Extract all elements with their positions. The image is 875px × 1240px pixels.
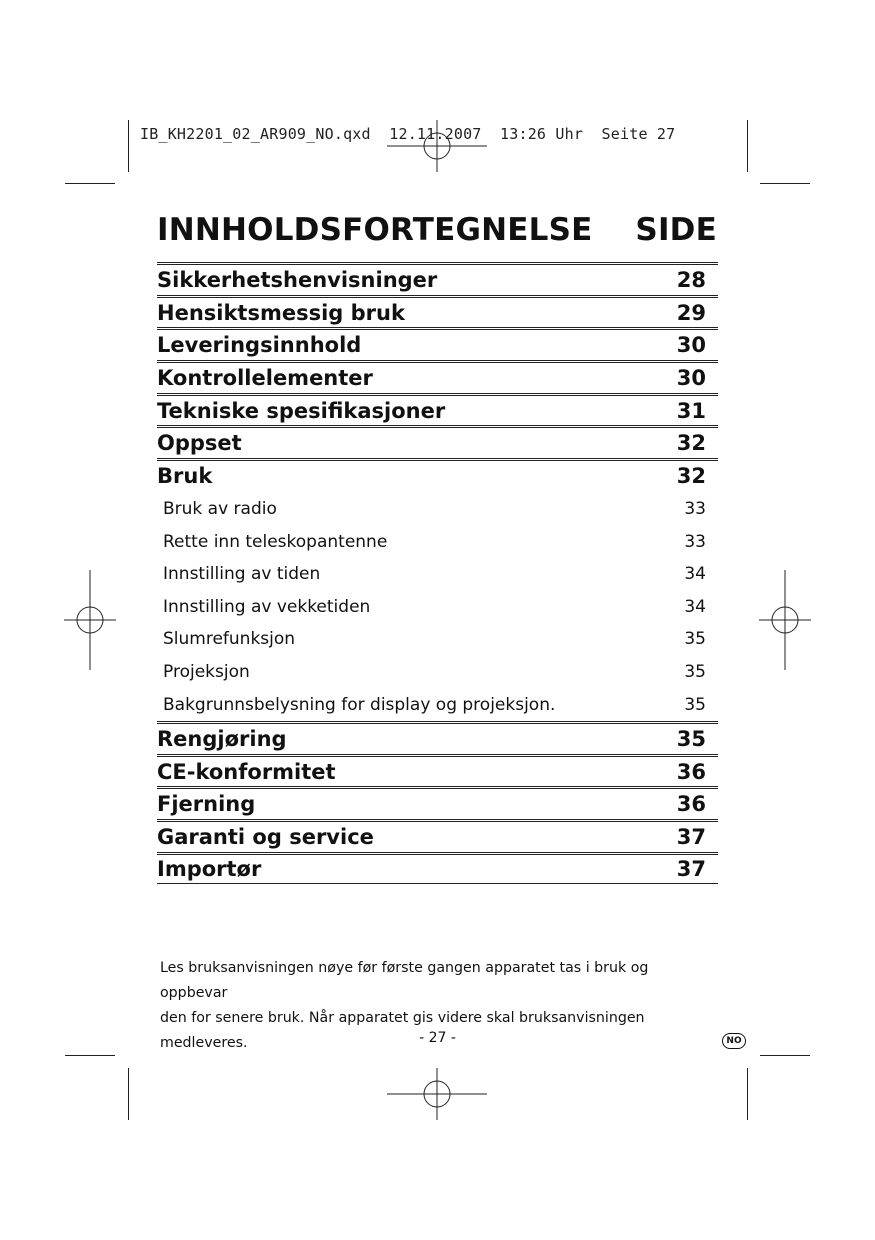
toc-entry-label: Leveringsinnhold [157, 333, 362, 358]
toc-sub-entry[interactable] [157, 558, 718, 591]
toc-entry-label: Kontrollelementer [157, 365, 373, 390]
toc-sub-entry-label: Innstilling av vekketiden [163, 596, 371, 617]
toc-entry[interactable] [157, 360, 718, 393]
toc-entry-page: 37 [676, 857, 706, 882]
page-number: - 27 - [419, 1030, 456, 1046]
crop-mark [747, 1068, 748, 1120]
toc-entry-label: Sikkerhetshenvisninger [157, 267, 438, 292]
toc-entry[interactable] [157, 458, 718, 491]
toc-entry-page: 36 [676, 759, 706, 784]
toc-entry-page: 32 [676, 463, 706, 488]
toc-sub-entry-page: 33 [684, 499, 706, 520]
toc-sub-entry[interactable] [157, 688, 718, 721]
toc-sub-entry-page: 35 [684, 662, 706, 683]
toc-sub-entry-label: Projeksjon [163, 662, 250, 683]
toc-entry-page: 28 [676, 267, 706, 292]
toc-sub-entry[interactable] [157, 623, 718, 656]
toc-entry-page: 31 [676, 398, 706, 423]
toc-entry[interactable] [157, 786, 718, 819]
toc-entry-label: Rengjøring [157, 726, 287, 751]
toc-entry[interactable] [157, 819, 718, 852]
toc-subsection [157, 491, 718, 721]
toc-sub-entry[interactable] [157, 493, 718, 526]
toc-entry-label: Hensiktsmessig bruk [157, 300, 405, 325]
toc-entry[interactable] [157, 425, 718, 458]
language-badge: NO [722, 1033, 746, 1049]
toc-entry-page: 30 [676, 365, 706, 390]
toc-entry[interactable] [157, 393, 718, 426]
crop-mark [65, 1055, 115, 1056]
toc-sub-entry-page: 34 [684, 564, 706, 585]
toc-entry-label: CE-konformitet [157, 759, 336, 784]
crop-mark [760, 183, 810, 184]
toc-entry[interactable] [157, 754, 718, 787]
side-label: SIDE [635, 212, 717, 248]
toc-entry-label: Importør [157, 857, 262, 882]
crop-mark [128, 120, 129, 172]
usage-note-line: Les bruksanvisningen nøye før første gangen apparatet tas i bruk og oppbevar [160, 960, 649, 1001]
registration-mark-icon [64, 570, 116, 670]
registration-mark-icon [387, 1068, 487, 1120]
toc-entry[interactable] [157, 852, 718, 885]
crop-mark [65, 183, 115, 184]
registration-mark-icon [759, 570, 811, 670]
toc-sub-entry[interactable] [157, 656, 718, 689]
table-of-contents [157, 262, 718, 884]
toc-entry-label: Fjerning [157, 792, 256, 817]
toc-sub-entry-label: Bakgrunnsbelysning for display og projeksjon. [163, 694, 556, 715]
toc-entry-page: 36 [676, 792, 706, 817]
toc-sub-entry-page: 35 [684, 629, 706, 650]
title-text: INNHOLDSFORTEGNELSE [157, 212, 593, 248]
toc-entry-page: 30 [676, 333, 706, 358]
toc-sub-entry-page: 34 [684, 596, 706, 617]
crop-mark [747, 120, 748, 172]
toc-entry-label: Bruk [157, 463, 213, 488]
toc-sub-entry-label: Bruk av radio [163, 499, 277, 520]
toc-entry[interactable] [157, 295, 718, 328]
toc-entry-page: 35 [676, 726, 706, 751]
toc-entry[interactable] [157, 721, 718, 754]
crop-mark [760, 1055, 810, 1056]
toc-entry-page: 32 [676, 431, 706, 456]
print-slug: IB_KH2201_02_AR909_NO.qxd 12.11.2007 13:26 Uhr Seite 27 [140, 125, 676, 143]
toc-sub-entry-label: Innstilling av tiden [163, 564, 321, 585]
toc-sub-entry-label: Slumrefunksjon [163, 629, 296, 650]
toc-entry[interactable] [157, 262, 718, 295]
toc-entry-label: Garanti og service [157, 824, 374, 849]
crop-mark [128, 1068, 129, 1120]
toc-sub-entry-page: 35 [684, 694, 706, 715]
toc-entry-page: 29 [676, 300, 706, 325]
page-title [157, 210, 717, 250]
usage-note-line: den for senere bruk. Når apparatet gis videre skal bruksanvisningen medleveres. [160, 1010, 645, 1051]
toc-sub-entry-label: Rette inn teleskopantenne [163, 531, 388, 552]
toc-entry[interactable] [157, 327, 718, 360]
toc-sub-entry[interactable] [157, 591, 718, 624]
toc-entry-label: Oppset [157, 431, 242, 456]
toc-sub-entry[interactable] [157, 525, 718, 558]
toc-sub-entry-page: 33 [684, 531, 706, 552]
toc-entry-page: 37 [676, 824, 706, 849]
toc-entry-label: Tekniske spesifikasjoner [157, 398, 446, 423]
